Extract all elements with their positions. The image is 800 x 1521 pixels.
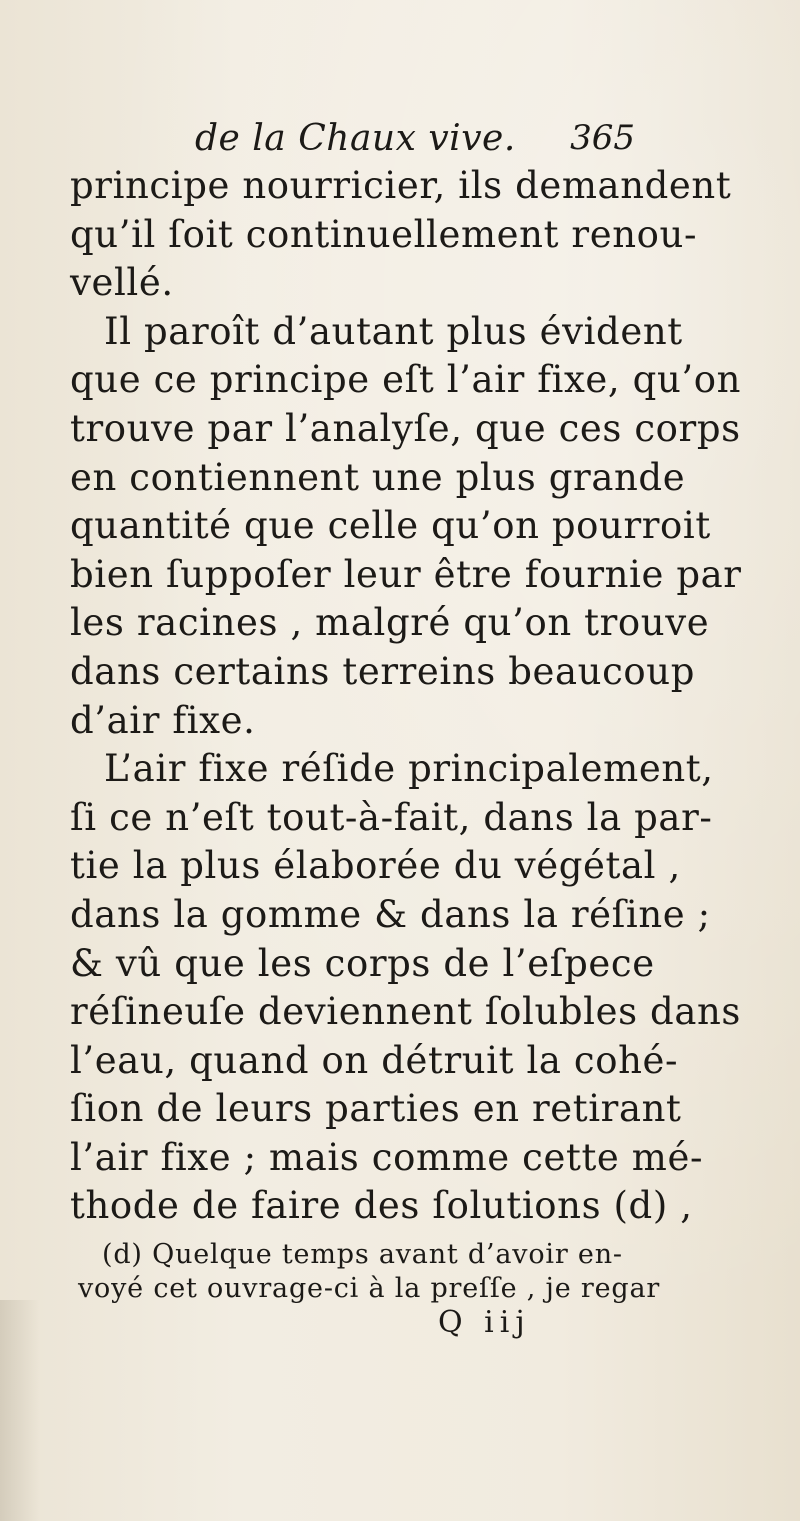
signature-mark: Q iij [438,1305,531,1340]
text-line: tie la plus élaborée du végétal , [70,844,681,888]
text-line: quantité que celle qu’on pourroit [70,504,711,548]
text-line: l’eau, quand on détruit la cohé- [70,1038,679,1082]
text-line: réſineuſe deviennent ſolubles dans [70,990,742,1034]
body-text [70,162,750,1231]
page-number: 365 [570,118,635,158]
paragraph-start-line: Il paroît d’autant plus évident [104,309,683,353]
text-line: & vû que les corps de l’eſpece [70,941,655,985]
page-header [195,118,635,168]
text-line: les racines , malgré qu’on trouve [70,601,710,645]
text-line: que ce principe eſt l’air fixe, qu’on [70,358,742,402]
text-line: vellé. [70,261,174,305]
text-line: ſi ce n’eſt tout-à-fait, dans la par- [70,795,713,839]
text-line: ſion de leurs parties en retirant [70,1087,682,1131]
text-line: dans certains terreins beaucoup [70,649,695,693]
text-line: d’air fixe. [70,698,256,742]
footnote [78,1238,758,1306]
text-line: trouve par l’analyſe, que ces corps [70,406,741,450]
page-edge-shadow [0,1300,40,1521]
text-line: dans la gomme & dans la réſine ; [70,892,711,936]
paragraph-start-line: L’air fixe réſide principalement, [104,747,714,791]
text-line: principe nourricier, ils demandent [70,164,732,207]
text-line: thode de faire des ſolutions (d) , [70,1184,693,1228]
text-line: bien ſuppoſer leur être fournie par [70,552,742,596]
text-line: l’air fixe ; mais comme cette mé- [70,1135,704,1179]
text-line: en contiennent une plus grande [70,455,686,499]
footnote-line: voyé cet ouvrage-ci à la preſſe , je regar [78,1273,661,1304]
text-line: qu’il ſoit continuellement renou- [70,212,698,256]
footnote-line: (d) Quelque temps avant d’avoir en- [102,1239,623,1270]
running-head: de la Chaux vive. [195,118,516,159]
